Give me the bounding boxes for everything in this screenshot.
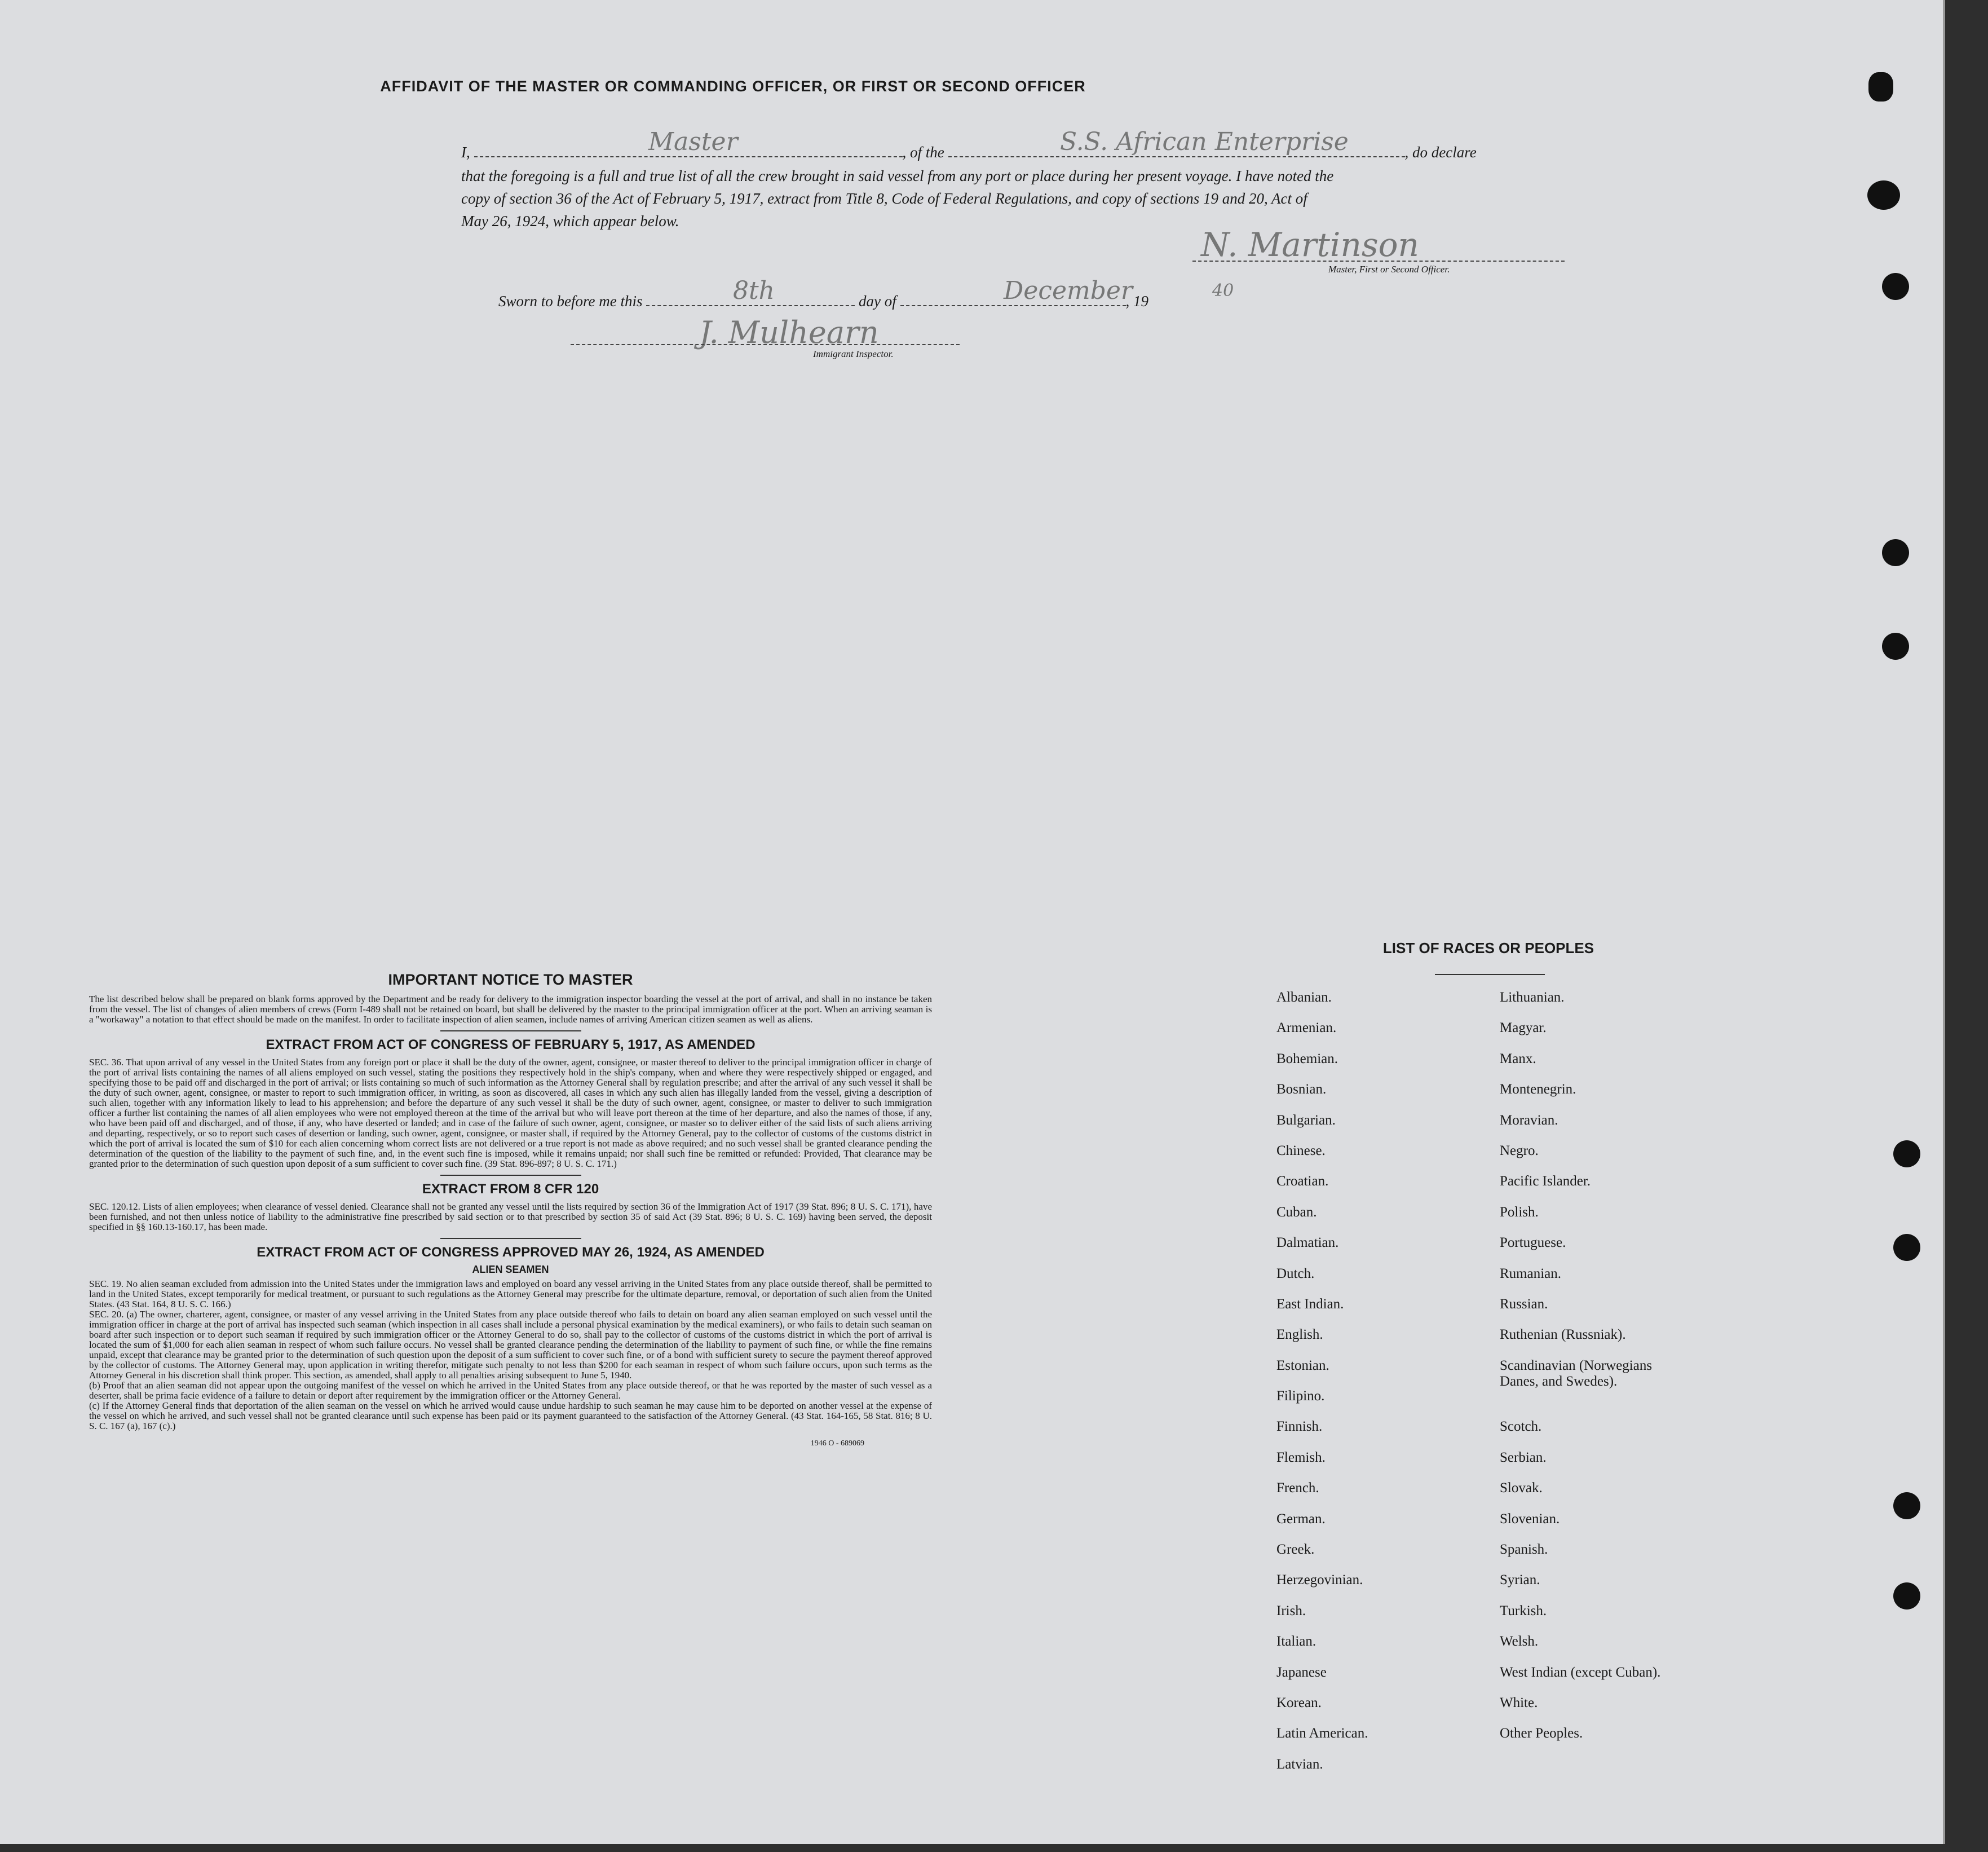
race-item: Scandinavian (Norwegians Danes, and Swedes). [1500,1357,1653,1389]
binder-hole [1868,72,1893,102]
day-field-line [646,305,855,306]
binder-hole [1882,539,1909,566]
race-item: Flemish. [1276,1449,1326,1465]
binder-hole [1893,1582,1920,1610]
race-item: Montenegrin. [1500,1082,1576,1097]
handwritten-year: 40 [1212,281,1234,301]
races-column-2 [1500,990,1793,1757]
race-item: Serbian. [1500,1449,1547,1465]
race-item: Moravian. [1500,1112,1558,1128]
race-item: Lithuanian. [1500,990,1565,1005]
race-item: Croatian. [1276,1174,1329,1189]
extract-cfr-title: EXTRACT FROM 8 CFR 120 [422,1181,599,1197]
race-item: Italian. [1276,1634,1317,1650]
race-item: Finnish. [1276,1419,1323,1435]
race-item: Latvian. [1276,1756,1323,1772]
race-item: Ruthenian (Russniak). [1500,1327,1626,1343]
extract-cfr-text: SEC. 120.12. Lists of alien employees; when clearance of vessel denied. Clearance shall not be granted any vessel until the lists required by section 36 of the Immigration Act of 1917 (39 Stat. 896; 8 U. S. C. 171), have been furnished, and not then unless notice of liability to the administrative fine prescribed by said section or to that prescribed by section 35 of said Act (39 Stat. 896; 8 U. S. C. 169) having been served, the deposit specified in §§ 160.13-160.17, has been made. [89,1201,932,1232]
handwritten-month: December [1004,276,1133,305]
race-item: Scotch. [1500,1419,1542,1435]
divider [440,1030,581,1031]
binder-hole [1867,180,1900,210]
binder-hole [1882,273,1909,300]
handwritten-vessel: S.S. African Enterprise [1060,127,1349,156]
race-item: West Indian (except Cuban). [1500,1664,1661,1680]
race-item: Estonian. [1276,1357,1329,1373]
race-item: Dutch. [1276,1265,1315,1281]
race-item: East Indian. [1276,1296,1344,1312]
race-item: Armenian. [1276,1020,1337,1036]
race-item [1500,1388,1793,1419]
race-item: Cuban. [1276,1204,1317,1220]
affidavit-line-4: May 26, 1924, which appear below. [461,213,679,230]
race-item: Filipino. [1276,1388,1325,1404]
inspector-line [571,344,960,345]
race-item: Japanese [1276,1664,1327,1680]
affidavit-title: AFFIDAVIT OF THE MASTER OR COMMANDING OFFICER, OR FIRST OR SECOND OFFICER [380,78,1086,95]
race-item: Bosnian. [1276,1082,1327,1097]
race-item: Syrian. [1500,1572,1540,1588]
race-item: Greek. [1276,1542,1315,1558]
alien-seamen-subtitle: ALIEN SEAMEN [472,1264,549,1275]
race-item: Portuguese. [1500,1235,1566,1251]
pronoun-label: I, [461,144,470,161]
inspector-signature: J. Mulhearn [699,315,879,350]
month-field-line [900,305,1126,306]
vessel-field-line [948,156,1405,157]
year-prefix: , 19 [1125,293,1148,310]
race-item: White. [1500,1695,1538,1710]
race-item: Polish. [1500,1204,1539,1220]
race-item: Herzegovinian. [1276,1572,1363,1588]
binder-hole [1893,1140,1920,1167]
race-item: Manx. [1500,1051,1536,1066]
divider [440,1238,581,1239]
race-item: Slovak. [1500,1480,1543,1496]
race-item: Latin American. [1276,1726,1368,1741]
race-item: Korean. [1276,1695,1322,1710]
sec-19-text: SEC. 19. No alien seaman excluded from admission into the United States under the immigration laws and employed on board any vessel arriving in the United States from any place outside thereof, shall be permitted to land in the United States, except temporarily for medical treatment, or pursuant to such regulations as the Attorney General may prescribe for the ultimate departure, removal, or deportation of such alien from the United States. (43 Stat. 164, 8 U. S. C. 166.) [89,1278,932,1309]
handwritten-rank: Master [648,127,738,156]
binder-hole [1893,1234,1920,1261]
race-item: Other Peoples. [1500,1726,1583,1741]
print-code: 1946 O - 689069 [810,1439,864,1448]
sec-20a-text: SEC. 20. (a) The owner, charterer, agent, consignee, or master of any vessel arriving in the United States from any place outside thereof who fails to detain on board any alien seaman employed on such vessel until the immigration officer in charge at the port of arrival has inspected such seaman (which inspection in all cases shall include a personal physical examination by the medical examiners), or who fails to detain such seaman on board after such inspection or to deport such seaman if required by such immigration officer or the Attorney General to do so, shall pay to the collector of customs of the customs district in which the port of arrival is located the sum of $1,000 for each alien seaman in respect of whom such failure occurs. No vessel shall be granted clearance pending the determination of the liability to payment of such fine, or while the fine remains unpaid, except that clearance may be granted prior to the determination of such question upon the deposit of a sum sufficient to cover such fine, or of a bond with sufficient surety to secure the payment thereof approved by the collector of customs. The Attorney General may, upon application in writing therefor, mitigate such penalty to not less than $200 for each seaman in respect of whom such failure occurs, upon such terms as the Attorney General in his discretion shall think proper. This section, as amended, shall apply to all penalties arising subsequent to June 5, 1940. [89,1309,932,1381]
binder-hole [1882,633,1909,660]
divider [440,1175,581,1176]
extract-1917-text: SEC. 36. That upon arrival of any vessel in the United States from any foreign port or place it shall be the duty of the owner, agent, consignee, or master thereof to deliver to the principal immigration officer in charge of the port of arrival lists containing the names of all aliens employed on such vessel, stating the positions they respectively hold in the ship's company, when and where they were respectively shipped or engaged, and specifying those to be paid off and discharged in the port of arrival; or lists containing so much of such information as the Attorney General shall by regulation prescribe; and after the arrival of any such vessel it shall be the duty of such owner, agent, consignee, or master to report to such immigration officer, in writing, as soon as discovered, all cases in which any such alien has illegally landed from the vessel, giving a description of such alien, together with any information likely to lead to his apprehension; and before the departure of any such vessel it shall be the duty of such owner, agent, consignee, or master to deliver to such immigration officer a further list containing the names of all alien employees who were not employed thereon at the time of the arrival but who will leave port thereon at the time of her departure, and also the names of those, if any, who have been paid off and discharged, and of those, if any, who have deserted or landed; and in case of the failure of such owner, agent, consignee, or master so to deliver either of the said lists of such aliens arriving and departing, respectively, or so to report such cases of desertion or landing, such owner, agent, consignee, or master shall, if required by the Attorney General, pay to the collector of customs of the customs district in which the port of arrival is located the sum of $10 for each alien concerning whom correct lists are not delivered or a true report is not made as above required; and no such vessel shall be granted clearance pending the determination of the question of the liability to the payment of such fine, and, in the event such fine is imposed, while it remains unpaid; nor shall such fine be remitted or refunded: Provided, That clearance may be granted prior to the determination of such question upon deposit of a sum sufficient to cover such fine. (39 Stat. 896-897; 8 U. S. C. 171.) [89,1057,932,1169]
race-item: Chinese. [1276,1143,1326,1158]
race-item: Bohemian. [1276,1051,1338,1066]
notice-title: IMPORTANT NOTICE TO MASTER [388,971,633,988]
do-declare-label: , do declare [1404,144,1477,161]
of-the-label: , of the [902,144,944,161]
race-item: Turkish. [1500,1603,1547,1619]
race-item: Pacific Islander. [1500,1174,1591,1189]
races-column-1 [1276,990,1479,1787]
extract-1917-title: EXTRACT FROM ACT OF CONGRESS OF FEBRUARY 5, 1917, AS AMENDED [266,1037,756,1052]
race-item: Dalmatian. [1276,1235,1339,1251]
sec-20b-text: (b) Proof that an alien seaman did not appear upon the outgoing manifest of the vessel on which he arrived in the United States from any place outside thereof, or that he was reported by the master of such vessel as a deserter, shall be prima facie evidence of a failure to detain or deport after requirement by the immigration officer or the Attorney General. [89,1380,932,1401]
race-item: Slovenian. [1500,1511,1560,1527]
race-item: Rumanian. [1500,1265,1562,1281]
notice-section [89,971,932,1448]
races-title: LIST OF RACES OR PEOPLES [1382,940,1594,956]
master-signature: N. Martinson [1201,226,1419,264]
sworn-label: Sworn to before me this [498,293,643,310]
inspector-caption: Immigrant Inspector. [813,349,894,359]
affidavit-line-2: that the foregoing is a full and true list of all the crew brought in said vessel from any port or place during her present voyage. I have noted the [461,167,1334,184]
race-item: Welsh. [1500,1634,1539,1650]
race-item: German. [1276,1511,1326,1527]
signature-caption: Master, First or Second Officer. [1328,264,1450,275]
binder-hole [1893,1492,1920,1519]
affidavit-line-1 [461,140,1532,165]
races-divider [1435,974,1545,975]
race-item: French. [1276,1480,1319,1496]
race-item: Russian. [1500,1296,1548,1312]
extract-1924-title: EXTRACT FROM ACT OF CONGRESS APPROVED MAY 26, 1924, AS AMENDED [257,1245,765,1260]
affidavit-line-3: copy of section 36 of the Act of February 5, 1917, extract from Title 8, Code of Federal Regulations, and copy of sections 19 and 20, Act of [461,190,1307,207]
notice-text: The list described below shall be prepared on blank forms approved by the Department and be ready for delivery to the immigration inspector boarding the vessel at the port of arrival, and shall in no instance be taken from the vessel. The list of changes of alien members of crews (Form I-489 shall not be retained on board, but shall be delivered by the master to the principal immigration officer at the port. When an arriving seaman is a "workaway" a notation to that effect should be made on the manifest. In order to facilitate inspection of alien seamen, include names of arriving American citizen seamen as well as aliens. [89,994,932,1025]
rank-field-line [474,156,903,157]
day-label: day of [859,293,896,310]
race-item: Albanian. [1276,990,1332,1005]
race-item: Bulgarian. [1276,1112,1336,1128]
race-item: Irish. [1276,1603,1306,1619]
handwritten-day: 8th [733,276,775,305]
sec-20c-text: (c) If the Attorney General finds that deportation of the alien seaman on the vessel on which he arrived would cause undue hardship to such seaman he may cause him to be deported on another vessel at the expense of the vessel on which he arrived, and such vessel shall not be granted clearance until such expense has been paid or its payment guaranteed to the satisfaction of the Attorney General. (43 Stat. 164-165, 58 Stat. 816; 8 U. S. C. 167 (a), 167 (c).) [89,1400,932,1431]
signature-line [1192,261,1565,262]
race-item: Magyar. [1500,1020,1547,1036]
race-item: English. [1276,1327,1323,1343]
race-item: Spanish. [1500,1542,1548,1558]
race-item: Negro. [1500,1143,1539,1158]
